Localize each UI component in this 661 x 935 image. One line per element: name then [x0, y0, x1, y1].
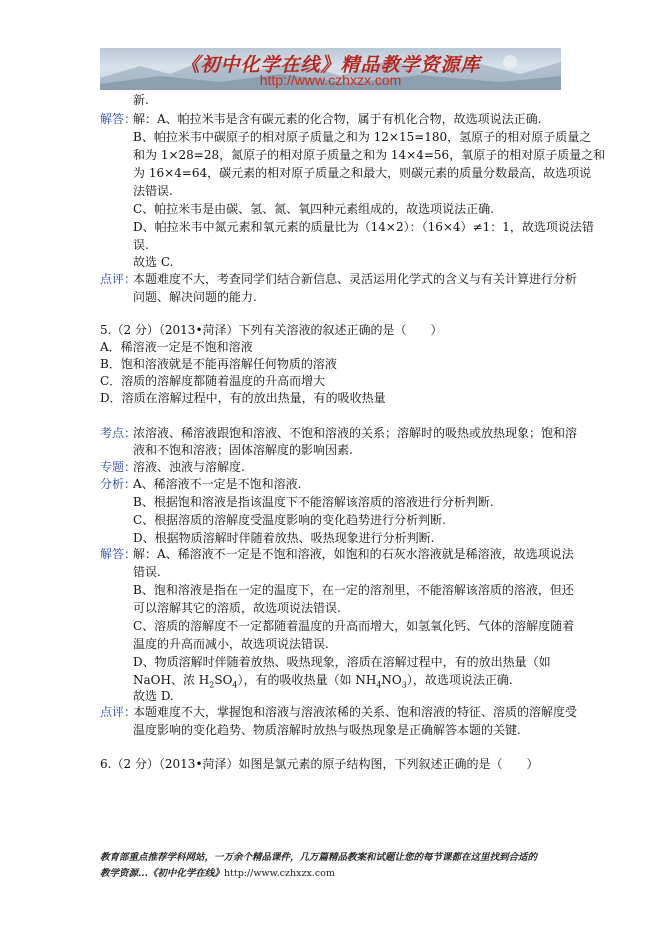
q5-comment-label: 点评： [100, 705, 137, 719]
q4-comment-line: 问题、解决问题的能力. [133, 290, 257, 304]
q5-answer-line: B、饱和溶液是指在一定的温度下，在一定的溶剂里，不能溶解该溶质的溶液，但还 [133, 583, 574, 597]
formula-text: NO [381, 673, 402, 687]
q5-subject-label: 专题： [100, 460, 137, 474]
formula-text: ），有的吸收热量（如 NH [237, 673, 377, 687]
q4-answer-line: 解：A、帕拉米韦是含有碳元素的化合物，属于有机化合物，故选项说法正确. [133, 112, 542, 126]
q5-option-d: D．溶质在溶解过程中，有的放出热量，有的吸收热量 [100, 391, 386, 405]
q5-analysis-label: 分析： [100, 477, 137, 491]
q5-option-b: B．饱和溶液就是不能再溶解任何物质的溶液 [100, 357, 337, 371]
q5-answer-label: 解答： [100, 547, 137, 561]
q5-topic-line: 浓溶液、稀溶液跟饱和溶液、不饱和溶液的关系；溶解时的吸热或放热现象；饱和溶 [133, 426, 578, 440]
subscript: 2 [209, 680, 215, 690]
q5-topic-label: 考点： [100, 426, 137, 440]
footer-text: 教学资源...《初中化学在线》 [100, 868, 224, 879]
formula-text: SO [214, 673, 233, 687]
q4-comment-label: 点评： [100, 272, 137, 286]
q4-answer-line: 法错误. [133, 184, 173, 198]
q5-comment-line: 本题难度不大，掌握饱和溶液与溶液浓稀的关系、饱和溶液的特征、溶质的溶解度受 [133, 705, 578, 719]
q5-topic-line: 液和不饱和溶液；固体溶解度的影响因素. [133, 443, 353, 457]
q4-answer-line: B、帕拉米韦中碳原子的相对原子质量之和为 12×15=180，氢原子的相对原子质量之 [133, 130, 592, 144]
q5-answer-line: 错误. [133, 565, 161, 579]
q4-answer-line: D、帕拉米韦中氮元素和氧元素的质量比为（14×2）：（16×4）≠1：1，故选项说法错 [133, 220, 594, 234]
q5-answer-choice: 故选 D. [133, 689, 174, 703]
q6-stem: 6.（2 分）（2013•菏泽）如图是氯元素的原子结构图，下列叙述正确的是（ ） [100, 757, 539, 771]
subscript: 4 [232, 680, 238, 690]
page-footer [100, 850, 565, 882]
q4-answer-label: 解答： [100, 112, 137, 126]
q4-text-line: 新. [133, 93, 149, 107]
q4-comment-line: 本题难度不大，考查同学们结合新信息、灵活运用化学式的含义与有关计算进行分析 [133, 272, 578, 286]
q5-answer-line: 解：A、稀溶液不一定是不饱和溶液，如饱和的石灰水溶液就是稀溶液，故选项说法 [133, 547, 574, 561]
q5-answer-formula-line [133, 672, 513, 693]
q5-stem: 5.（2 分）（2013•菏泽）下列有关溶液的叙述正确的是（ ） [100, 323, 443, 337]
q5-comment-line: 温度影响的变化趋势、物质溶解时放热与吸热现象是正确解答本题的关键. [133, 723, 521, 737]
q4-answer-line: C、帕拉米韦是由碳、氢、氮、氧四种元素组成的，故选项说法正确. [133, 202, 494, 216]
q5-answer-line: 温度的升高而减小，故选项说法错误. [133, 637, 329, 651]
banner-title: 《初中化学在线》精品教学资源库 [180, 54, 481, 76]
footer-line: 教育部重点推荐学科网站，一万余个精品课件，几万篇精品教案和试题让您的每节课都在这里找到合适的 [100, 852, 538, 863]
subscript: 4 [376, 680, 382, 690]
q5-answer-line: D、物质溶解时伴随着放热、吸热现象，溶质在溶解过程中，有的放出热量（如 [133, 655, 551, 669]
q5-analysis-line: C、根据溶质的溶解度受温度影响的变化趋势进行分析判断. [133, 513, 446, 527]
q4-answer-line: 和为 1×28=28，氮原子的相对原子质量之和为 14×4=56，氧原子的相对原子质量之和 [133, 148, 606, 162]
q4-answer-choice: 故选 C. [133, 255, 174, 269]
subscript: 3 [401, 680, 407, 690]
q5-analysis-line: B、根据饱和溶液是指该温度下不能溶解该溶质的溶液进行分析判断. [133, 495, 494, 509]
q5-answer-line: C、溶质的溶解度不一定都随着温度的升高而增大，如氢氧化钙、气体的溶解度随着 [133, 619, 575, 633]
formula-text: ），故选项说法正确. [406, 673, 513, 687]
footer-url-link[interactable]: http://www.czhxzx.com [223, 868, 335, 879]
q4-answer-line: 为 16×4=64，碳元素的相对原子质量之和最大，则碳元素的质量分数最高，故选项说 [133, 166, 592, 180]
footer-line-2 [100, 866, 565, 882]
banner-url[interactable]: http://www.czhxzx.com [259, 72, 402, 88]
q5-option-a: A．稀溶液一定是不饱和溶液 [100, 340, 253, 354]
q5-answer-line: 可以溶解其它的溶质，故选项说法错误. [133, 601, 341, 615]
header-banner [100, 48, 561, 90]
q5-subject-line: 溶液、浊液与溶解度. [133, 460, 245, 474]
q5-option-c: C．溶质的溶解度都随着温度的升高而增大 [100, 374, 326, 388]
formula-text: NaOH、浓 H [133, 673, 210, 687]
q4-answer-line: 误. [133, 238, 149, 252]
q5-analysis-line: D、根据物质溶解时伴随着放热、吸热现象进行分析判断. [133, 531, 435, 545]
q5-analysis-line: A、稀溶液不一定是不饱和溶液. [133, 477, 302, 491]
